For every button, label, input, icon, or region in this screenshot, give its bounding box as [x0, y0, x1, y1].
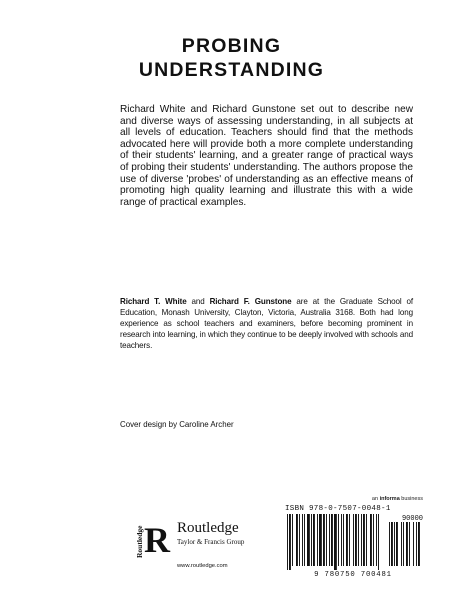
- barcode-bar: [287, 514, 288, 570]
- barcode-addon-bar: [406, 522, 408, 566]
- barcode-bar: [326, 514, 327, 566]
- barcode-bar: [370, 514, 372, 566]
- publisher-logo: [133, 516, 293, 576]
- barcode-bar: [366, 514, 367, 566]
- isbn-number: ISBN 978-0-7507-0048-1: [285, 505, 391, 513]
- barcode-bar: [358, 514, 359, 566]
- informa-bold: informa: [379, 496, 400, 502]
- informa-suffix: business: [399, 496, 423, 502]
- barcode-bar: [361, 514, 362, 566]
- barcode-bar: [296, 514, 298, 566]
- logo-r-letter: R: [144, 520, 170, 560]
- author-bio: [120, 296, 413, 351]
- author-1-name: Richard T. White: [120, 297, 187, 306]
- barcode-bar: [378, 514, 379, 570]
- barcode-bar: [289, 514, 291, 570]
- barcode-bar: [338, 514, 339, 566]
- barcode-bar: [331, 514, 333, 566]
- barcode-digits: 9 780750 700481: [314, 571, 392, 579]
- barcode-bar: [311, 514, 312, 566]
- publisher-url: www.routledge.com: [177, 563, 228, 569]
- barcode-bar: [307, 514, 310, 566]
- bio-connector: and: [186, 297, 210, 306]
- barcode-addon-bar: [418, 522, 420, 566]
- title-line-1: PROBING: [181, 35, 282, 57]
- price-code: 90000: [401, 515, 423, 523]
- barcode-addon-bar: [413, 522, 414, 566]
- barcode-addon-bar: [389, 522, 390, 566]
- barcode-bar: [353, 514, 354, 566]
- barcode-bar: [329, 514, 330, 566]
- barcode-addon-bar: [396, 522, 398, 566]
- barcode-bar: [334, 514, 337, 570]
- bio-text: are at the Graduate School of Education, Monash University, Clayton, Victoria, Australia 3168. Both had long experience as school teachers and examiners, before becoming prominent in research into learning, in which they continue to be deeply involved with schools and teachers.: [120, 297, 414, 350]
- barcode-bar: [302, 514, 303, 566]
- barcode-addon-bar: [401, 522, 402, 566]
- barcode-bar: [323, 514, 325, 566]
- cover-credit: Cover design by Caroline Archer: [120, 420, 234, 429]
- book-title: [0, 34, 463, 82]
- logo-vertical-text: Routledge: [135, 525, 144, 558]
- barcode-bar: [319, 514, 322, 566]
- publisher-name: Routledge: [177, 520, 239, 536]
- barcode-addon-bar: [403, 522, 404, 566]
- barcode-bar: [292, 514, 293, 566]
- barcode-bar: [363, 514, 365, 566]
- barcode-bar: [346, 514, 348, 566]
- barcode-bar: [317, 514, 318, 566]
- barcode-bar: [304, 514, 305, 566]
- barcode-addon-bar: [409, 522, 410, 566]
- author-2-name: Richard F. Gunstone: [209, 297, 292, 306]
- routledge-logo-icon: [133, 518, 173, 560]
- book-description: Richard White and Richard Gunstone set out to describe new and diverse ways of assessing understanding, in all subjects at all levels of education. Teachers should find that the methods advocated here will provide both a more complete understanding of their students' learning, and a greater range of practical ways of probing their students' understanding. The authors propose the use of diverse 'probes' of understanding as an effective means of promoting high quality learning and illustrate this with a wide range of practical examples.: [120, 104, 413, 208]
- title-line-2: UNDERSTANDING: [138, 59, 325, 81]
- barcode-bar: [343, 514, 344, 566]
- barcode-addon-bar: [394, 522, 395, 566]
- barcode-block: [283, 496, 423, 586]
- barcode-addon-bar: [391, 522, 393, 566]
- barcode-bar: [341, 514, 342, 566]
- publisher-group: Taylor & Francis Group: [177, 538, 245, 546]
- barcode-addon-bar: [416, 522, 417, 566]
- barcode-bar: [373, 514, 374, 566]
- barcode-bar: [313, 514, 315, 566]
- informa-prefix: an: [371, 496, 380, 502]
- barcode-bar: [299, 514, 300, 566]
- barcode-bar: [376, 514, 377, 566]
- barcode-bar: [349, 514, 350, 566]
- informa-tagline: [372, 496, 423, 502]
- barcode-bar: [355, 514, 357, 566]
